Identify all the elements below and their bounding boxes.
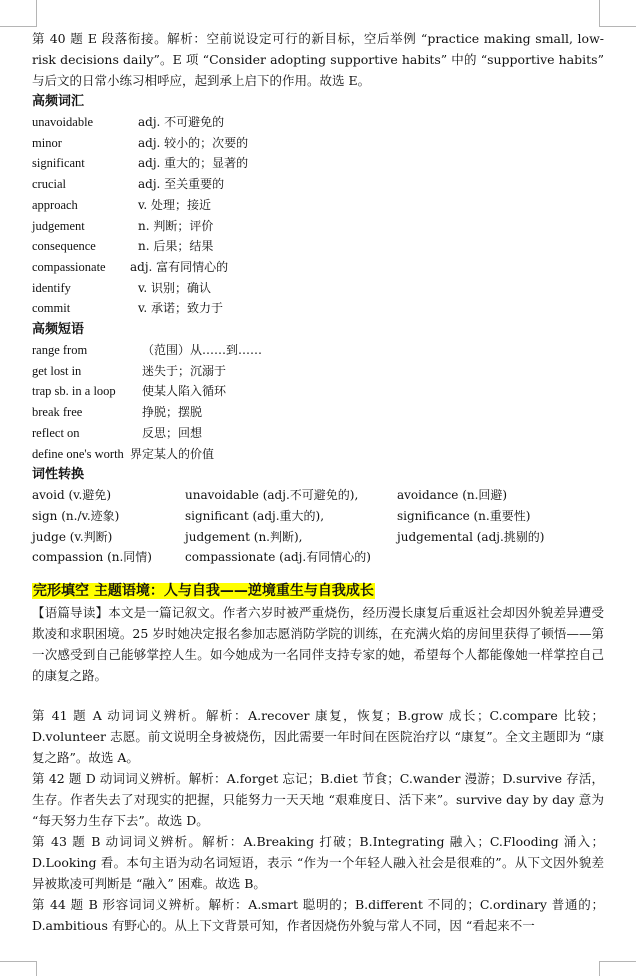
answer-q43: 第 43 题 B 动词词义辨析。解析：A.Breaking 打破；B.Integrating 融入；C.Flooding 涌入；D.Looking 看。本句主语为动名词短语，表示 “作为一个年轻人融入社会是很难的”。从下文因外貌差异被欺凌可判断是 “融入” 困难。故选 B。 <box>32 834 604 892</box>
crop-mark-bottom-right <box>599 961 636 976</box>
cloze-passage-guide: 【语篇导读】本文是一篇记叙文。作者六岁时被严重烧伤，经历漫长康复后重返社会却因外貌差异遭受欺凌和求职困境。25 岁时她决定报名参加志愿消防学院的训练，在充满火焰的房间里获得了顿悟——第一次感受到自己能够掌控人生。如今她成为一名同伴支持专家的她，希望每个人都能像她一样掌控自己的康复之路。 <box>32 605 604 684</box>
vocab-item: compassionate adj. 富有同情心的 <box>32 259 229 274</box>
vocab-item: commit v. 承诺；致力于 <box>32 301 223 316</box>
word-form-row: compassion (n.同情) compassionate (adj.有同情心的) <box>32 550 371 565</box>
cloze-section-title: 完形填空 主题语境：人与自我——逆境重生与自我成长 <box>33 583 374 600</box>
word-form-row: sign (n./v.迹象) significant (adj.重大的), significance (n.重要性) <box>32 508 531 523</box>
phrase-item: get lost in 迷失于；沉溺于 <box>32 363 227 378</box>
phrase-item: trap sb. in a loop 使某人陷入循环 <box>32 384 227 399</box>
answer-q44: 第 44 题 B 形容词词义辨析。解析：A.smart 聪明的；B.different 不同的；C.ordinary 普通的；D.ambitious 有野心的。从上下文背景可知，作者因烧伤外貌与常人不同，因 “看起来不一 <box>32 897 604 934</box>
document-page <box>32 28 604 936</box>
vocab-item: crucial adj. 至关重要的 <box>32 177 225 192</box>
vocab-item: minor adj. 较小的；次要的 <box>32 135 249 150</box>
phrases-heading: 高频短语 <box>32 322 85 338</box>
answer-q42: 第 42 题 D 动词词义辨析。解析：A.forget 忘记；B.diet 节食；C.wander 漫游；D.survive 存活，生存。作者失去了对现实的把握，只能努力一天天地 “艰难度日、活下来”。survive day by day 意为 “每天努力生存下去”。故选 D。 <box>32 771 604 829</box>
phrase-item: reflect on 反思；回想 <box>32 425 203 440</box>
vocab-item: consequence n. 后果；结果 <box>32 239 214 254</box>
word-form-row: avoid (v.避免) unavoidable (adj.不可避免的), avoidance (n.回避) <box>32 488 508 503</box>
vocab-item: significant adj. 重大的；显著的 <box>32 156 249 171</box>
phrase-item: define one's worth 界定某人的价值 <box>32 446 215 461</box>
phrase-list <box>32 340 604 464</box>
word-form-row: judge (v.判断) judgement (n.判断), judgemental (adj.挑剔的) <box>32 529 545 544</box>
vocab-heading: 高频词汇 <box>32 94 85 109</box>
vocab-item: approach v. 处理；接近 <box>32 197 211 212</box>
answer-q41: 第 41 题 A 动词词义辨析。解析：A.recover 康复，恢复；B.grow 成长；C.compare 比较；D.volunteer 志愿。前文说明全身被烧伤，因此需要一年时间在医院治疗以 “康复”。全文主题即为 “康复之路”。故选 A。 <box>32 708 604 766</box>
vocab-item: judgement n. 判断；评价 <box>32 218 214 233</box>
vocab-item: unavoidable adj. 不可避免的 <box>32 115 225 129</box>
crop-mark-top-right <box>599 0 636 27</box>
phrase-item: range from （范围）从……到…… <box>32 343 263 358</box>
vocab-list <box>32 112 604 319</box>
crop-mark-bottom-left <box>0 961 37 976</box>
answer-q40: 第 40 题 E 段落衔接。解析：空前说设定可行的新目标，空后举例 “practice making small, low-risk decisions daily”。E 项 “Consider adopting supportive habits” 中的 “supportive habits” 与后文的日常小练习相呼应，起到承上启下的作用。故选 E。 <box>32 31 604 88</box>
word-forms-heading: 词性转换 <box>32 467 85 483</box>
vocab-item: identify v. 识别；确认 <box>32 280 211 295</box>
crop-mark-top-left <box>0 0 37 27</box>
phrase-item: break free 挣脱；摆脱 <box>32 405 203 420</box>
word-forms-table <box>32 485 604 568</box>
